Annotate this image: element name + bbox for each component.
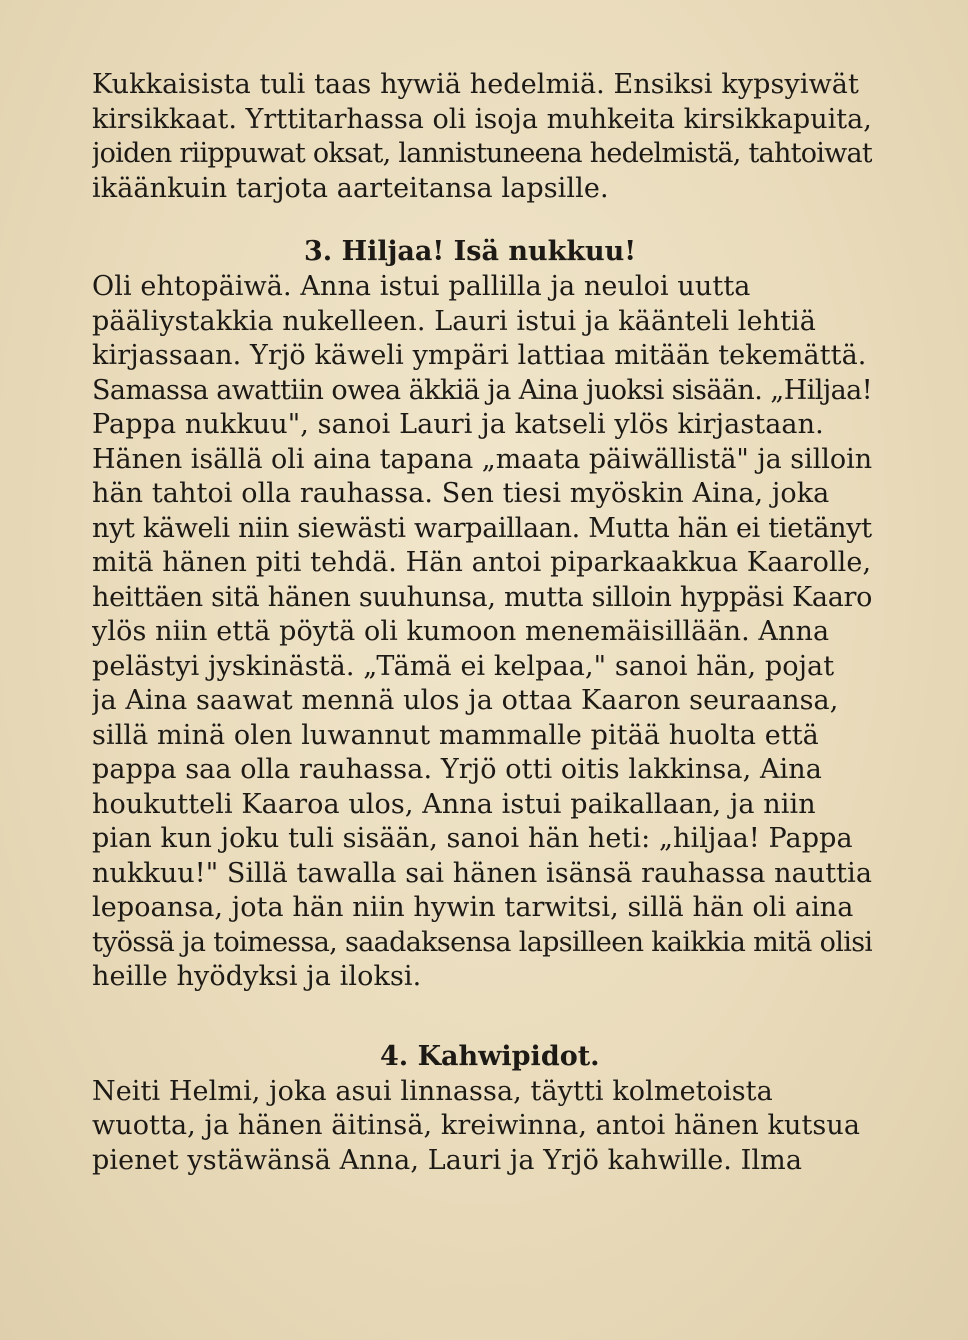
text-line: pian kun joku tuli sisään, sanoi hän heti: „hiljaa! Pappa [92,823,853,854]
text-line: Neiti Helmi, joka asui linnassa, täytti kolmetoista [92,1075,773,1107]
spacer [92,206,872,234]
section-3-body [92,270,872,995]
section-3-heading: 3. Hiljaa! Isä nukkuu! [304,236,637,267]
text-line: ja Aina saawat mennä ulos ja ottaa Kaaron seuraansa, [92,685,839,716]
text-line: lepoansa, jota hän niin hywin tarwitsi, sillä hän oli aina [92,892,854,923]
text-line: nyt käweli niin siewästi warpaillaan. Mutta hän ei tietänyt [92,512,872,544]
text-line: Pappa nukkuu", sanoi Lauri ja katseli ylös kirjastaan. [92,409,824,440]
text-line: pappa saa olla rauhassa. Yrjö otti oitis lakkinsa, Aina [92,754,822,785]
text-line: houkutteli Kaaroa ulos, Anna istui paikallaan, ja niin [92,788,816,820]
text-line: wuotta, ja hänen äitinsä, kreiwinna, antoi hänen kutsua [92,1110,861,1141]
section-4-heading: 4. Kahwipidot. [380,1040,600,1072]
text-line: Oli ehtopäiwä. Anna istui pallilla ja neuloi uutta [92,271,751,302]
text-line: kirsikkaat. Yrttitarhassa oli isoja muhkeita kirsikkapuita, [92,103,872,135]
text-line: heille hyödyksi ja iloksi. [92,961,422,992]
text-line: Samassa awattiin owea äkkiä ja Aina juoksi sisään. „Hiljaa! [92,374,872,406]
text-line: Hänen isällä oli aina tapana „maata päiwällistä" ja silloin [92,443,872,475]
text-line: kirjassaan. Yrjö käweli ympäri lattiaa mitään tekemättä. [92,340,867,371]
text-line: joiden riippuwat oksat, lannistuneena hedelmistä, tahtoiwat [92,138,872,169]
text-line: ikäänkuin tarjota aarteitansa lapsille. [92,172,609,204]
text-line: työssä ja toimessa, saadaksensa lapsilleen kaikkia mitä olisi [92,926,872,958]
paragraph-1 [92,68,872,206]
text-line: Kukkaisista tuli taas hywiä hedelmiä. Ensiksi kypsyiwät [92,69,859,100]
text-line: pääliystakkia nukelleen. Lauri istui ja käänteli lehtiä [92,305,816,337]
section-4-body [92,1075,872,1179]
text-line: pelästyi jyskinästä. „Tämä ei kelpaa," sanoi hän, pojat [92,650,835,682]
text-line: nukkuu!" Sillä tawalla sai hänen isänsä rauhassa nauttia [92,857,872,889]
text-line: hän tahtoi olla rauhassa. Sen tiesi myöskin Aina, joka [92,478,830,509]
spacer [92,995,872,1039]
text-line: pienet ystäwänsä Anna, Lauri ja Yrjö kahwille. Ilma [92,1144,803,1176]
text-line: sillä minä olen luwannut mammalle pitää huolta että [92,719,819,751]
text-line: mitä hänen piti tehdä. Hän antoi piparkaakkua Kaarolle, [92,547,872,578]
page-text [92,68,872,1178]
text-line: heittäen sitä hänen suuhunsa, mutta silloin hyppäsi Kaaro [92,581,872,613]
text-line: ylös niin että pöytä oli kumoon menemäisillään. Anna [92,616,830,647]
